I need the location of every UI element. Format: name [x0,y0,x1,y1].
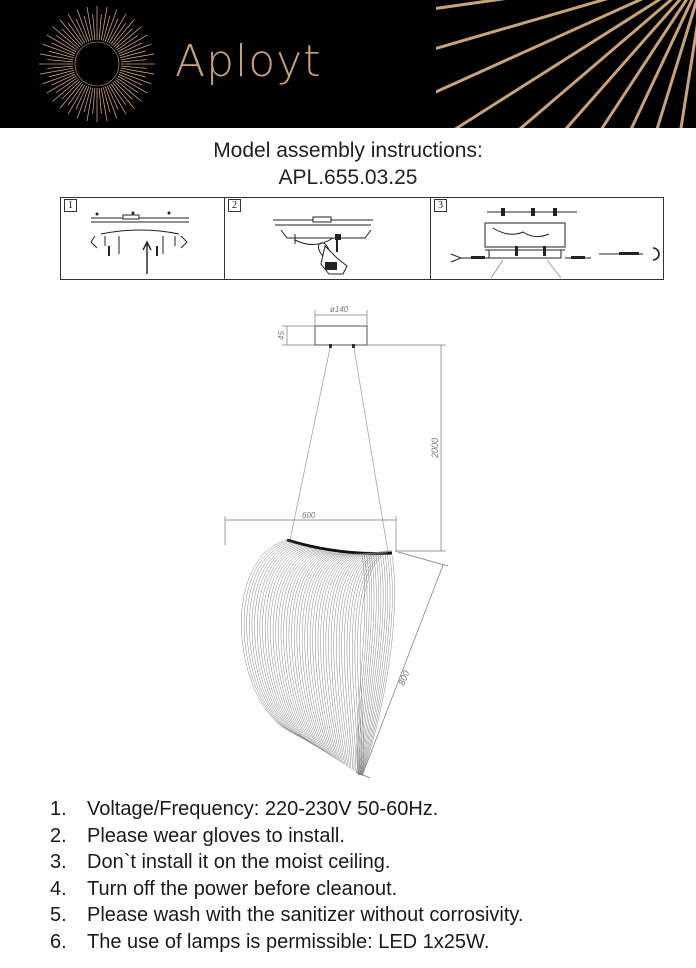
shade-width-label: 600 [302,511,316,520]
canopy-height-label: 45 [277,331,286,340]
note-item: 1. Voltage/Frequency: 220-230V 50-60Hz. [50,798,439,820]
shade-diagonal-label: 800 [396,669,412,687]
brand-name: Aployt [175,36,322,87]
step-2-number: 2 [228,199,241,212]
step-2-panel [224,197,432,280]
canopy-fixing-step-icon [431,198,663,279]
canopy [315,326,367,345]
dimension-drawing [0,290,696,790]
sunburst-logo-icon [0,0,200,128]
note-item: 6. The use of lamps is permissible: LED 1x25W. [50,930,490,953]
canopy-width-label: ø140 [330,305,349,314]
instructions-title: Model assembly instructions: [213,139,483,162]
step-3-number: 3 [434,199,447,212]
ceiling-mount-step-icon [61,198,225,279]
brand-header [0,0,696,128]
note-item: 2. Please wear gloves to install. [50,824,345,847]
step-3-panel [430,197,664,280]
assembly-steps [60,197,664,280]
corner-rays-decoration [436,0,696,128]
note-item: 5. Please wash with the sanitizer without corrosivity. [50,904,524,926]
note-item: 4. Turn off the power before cleanout. [50,877,398,900]
step-1-number: 1 [64,199,77,212]
suspension-length-label: 2000 [430,437,440,458]
shade-ribs [241,540,394,775]
wiring-connection-step-icon [225,198,431,279]
safety-notes [50,796,523,955]
note-item: 3. Don`t install it on the moist ceiling. [50,851,391,873]
model-number: APL.655.03.25 [278,166,418,189]
step-1-panel [60,197,226,280]
